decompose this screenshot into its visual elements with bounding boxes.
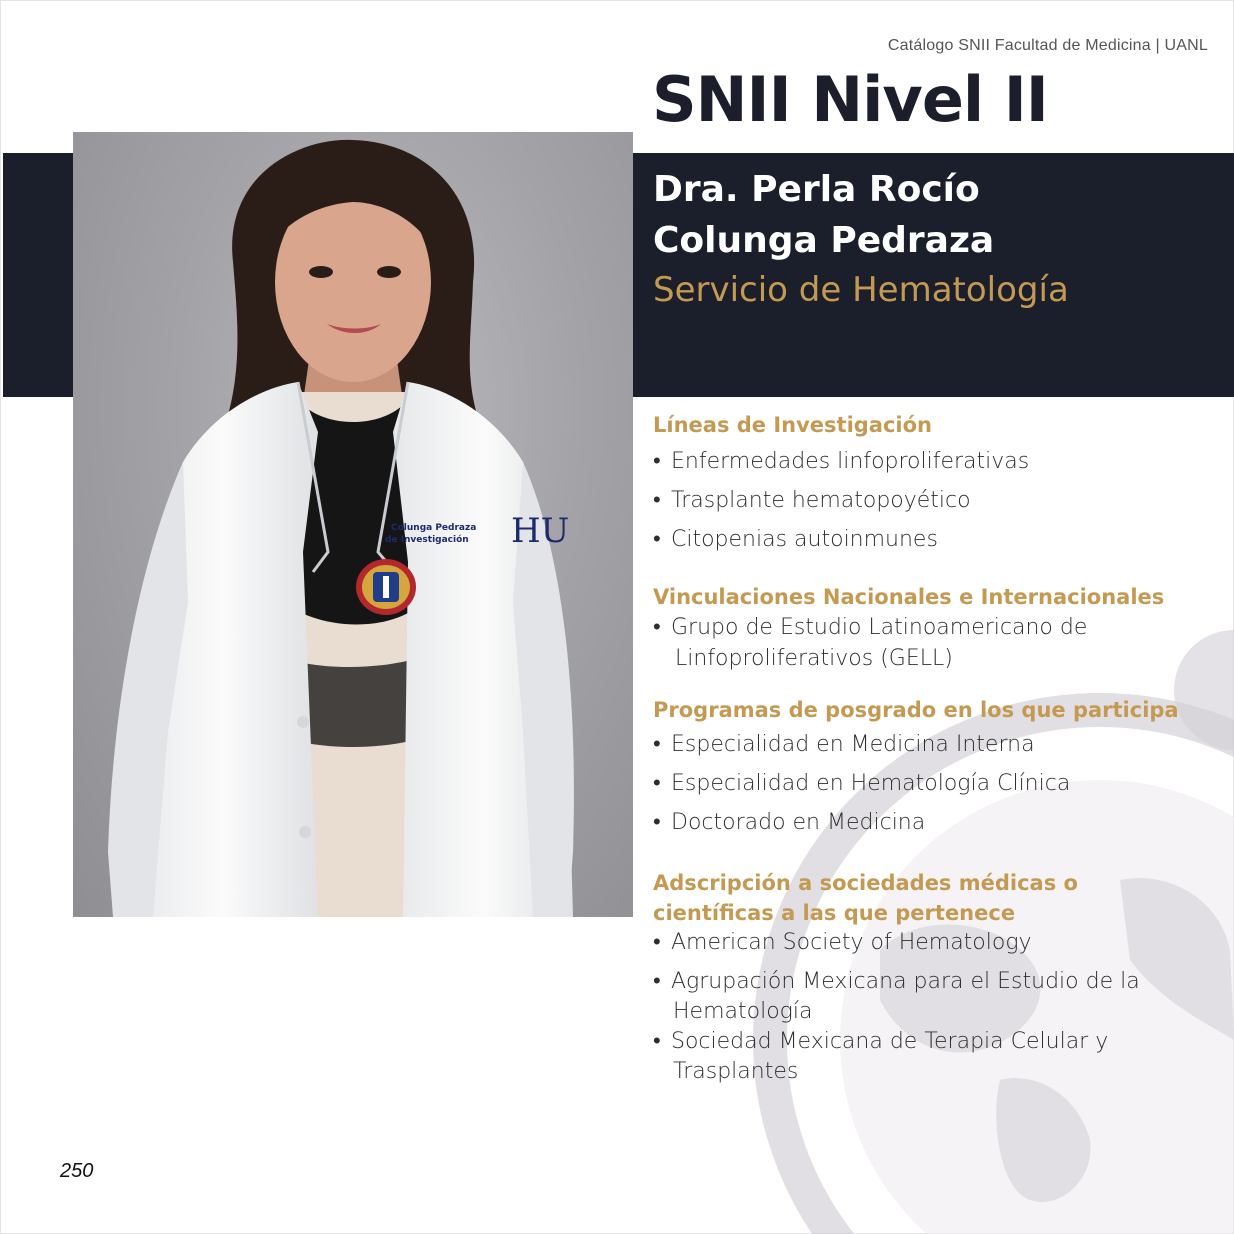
bullet-list <box>653 612 1213 674</box>
portrait-photo <box>73 132 633 917</box>
person-name <box>653 164 994 266</box>
section-title: Líneas de Investigación <box>653 413 932 437</box>
list-item: • Enfermedades linfoproliferativas <box>653 442 1213 481</box>
section-title: Programas de posgrado en los que participa <box>653 698 1179 722</box>
list-item-line: • Agrupación Mexicana para el Estudio de la <box>671 969 1140 994</box>
section-postgrad <box>653 695 1213 842</box>
list-item <box>653 612 1213 674</box>
list-item: • American Society of Hematology <box>653 928 1213 958</box>
list-item: • Especialidad en Medicina Interna <box>653 725 1213 764</box>
section-title: Vinculaciones Nacionales e Internacionales <box>653 585 1165 609</box>
list-item-line: Linfoproliferativos (GELL) <box>675 646 953 671</box>
list-item: • Especialidad en Hematología Clínica <box>653 764 1213 803</box>
section-research-lines <box>653 410 1213 559</box>
person-name-line-2: Colunga Pedraza <box>653 220 995 261</box>
bullet-list <box>653 725 1213 842</box>
university-crest-icon <box>356 559 416 615</box>
list-item <box>653 967 1213 1027</box>
portrait-illustration <box>73 132 633 917</box>
left-eye <box>309 266 333 278</box>
coat-button-2 <box>299 826 311 838</box>
badge-line-2: de Investigación <box>385 535 469 545</box>
page-number: 250 <box>60 1160 94 1182</box>
bullet-list <box>653 442 1213 559</box>
list-item-line: • Grupo de Estudio Latinoamericano de <box>671 615 1088 640</box>
list-item-line: Trasplantes <box>673 1059 799 1084</box>
bullet-list <box>653 928 1213 1087</box>
list-item-line: • Sociedad Mexicana de Terapia Celular y <box>671 1029 1109 1054</box>
person-name-line-1: Dra. Perla Rocío <box>653 169 980 210</box>
level-title: SNII Nivel II <box>652 63 1048 136</box>
coat-button-1 <box>297 716 309 728</box>
list-item: • Citopenias autoinmunes <box>653 520 1213 559</box>
badge-line-1: Colunga Pedraza <box>391 523 477 533</box>
catalog-header: Catálogo SNII Facultad de Medicina | UANL <box>887 37 1208 54</box>
service-name: Servicio de Hematología <box>653 270 1069 310</box>
list-item: • Trasplante hematopoyético <box>653 481 1213 520</box>
section-title-line-2: científicas a las que pertenece <box>653 901 1016 925</box>
list-item <box>653 1027 1213 1087</box>
section-linkages <box>653 582 1213 674</box>
list-item: • Doctorado en Medicina <box>653 803 1213 842</box>
list-item-line: Hematología <box>673 999 813 1024</box>
sleeve-logo: HU <box>511 511 570 551</box>
right-eye <box>377 266 401 278</box>
section-societies <box>653 868 1213 1087</box>
section-title: Adscripción a sociedades médicas o <box>653 871 1078 895</box>
